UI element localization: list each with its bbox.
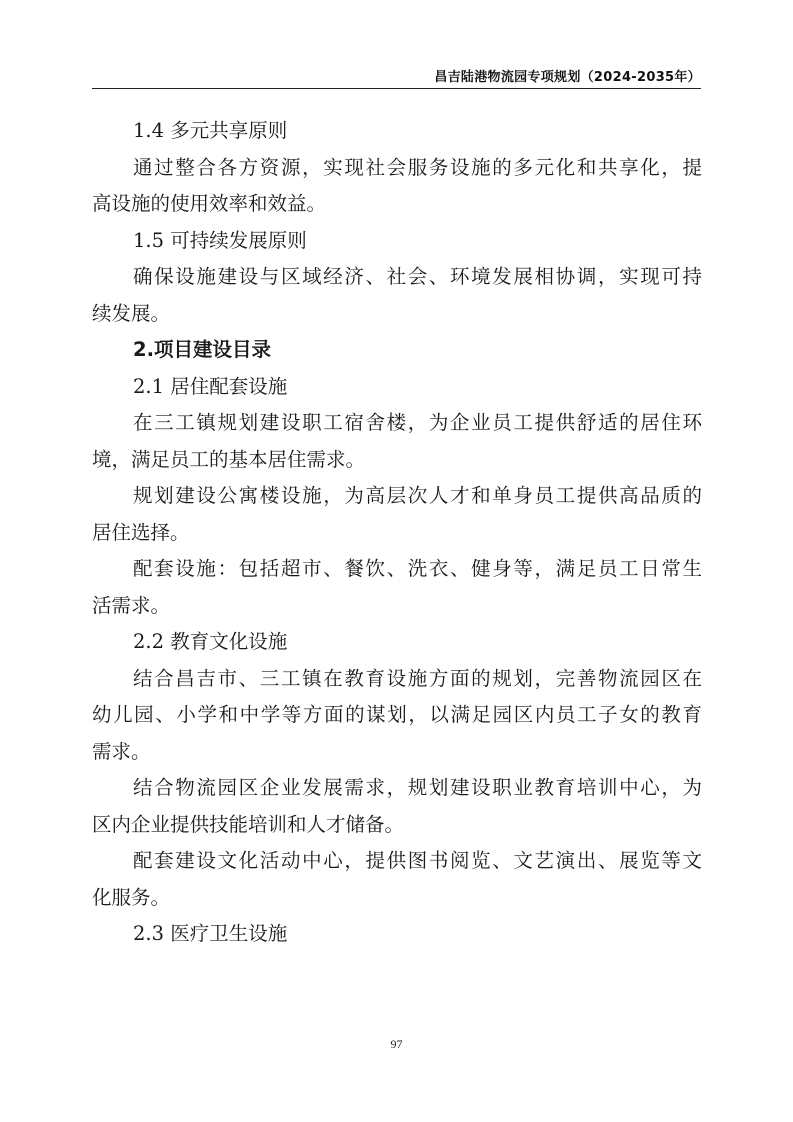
- paragraph-line: 配套建设文化活动中心，提供图书阅览、文艺演出、展览等文: [133, 849, 702, 872]
- paragraph-line: 幼儿园、小学和中学等方面的谋划，以满足园区内员工子女的教育: [92, 703, 702, 726]
- paragraph-line: 通过整合各方资源，实现社会服务设施的多元化和共享化，提: [133, 155, 702, 179]
- paragraph-line: 境，满足员工的基本居住需求。: [92, 447, 366, 471]
- paragraph-line: 规划建设公寓楼设施，为高层次人才和单身员工提供高品质的: [133, 484, 702, 507]
- page-number: 97: [390, 1037, 403, 1051]
- paragraph-line: 在三工镇规划建设职工宿舍楼，为企业员工提供舒适的居住环: [133, 411, 702, 434]
- paragraph-line: 配套设施：包括超市、餐饮、洗衣、健身等，满足员工日常生: [133, 557, 702, 580]
- paragraph-line: 结合昌吉市、三工镇在教育设施方面的规划，完善物流园区在: [133, 666, 702, 690]
- section-heading-2-2: 2.2 教育文化设施: [133, 630, 288, 653]
- section-heading-1-5: 1.5 可持续发展原则: [133, 228, 307, 252]
- paragraph-line: 居住选择。: [92, 520, 190, 544]
- chapter-heading-2: 2.项目建设目录: [133, 338, 271, 361]
- section-heading-2-1: 2.1 居住配套设施: [133, 374, 288, 398]
- body-text: [92, 113, 702, 953]
- paragraph-line: 化服务。: [92, 885, 171, 909]
- running-header: [92, 66, 701, 89]
- paragraph-line: 续发展。: [92, 301, 171, 325]
- paragraph-line: 区内企业提供技能培训和人才储备。: [92, 812, 405, 836]
- paragraph-line: 活需求。: [92, 593, 171, 617]
- paragraph-line: 需求。: [92, 739, 151, 763]
- section-heading-2-3: 2.3 医疗卫生设施: [133, 922, 288, 945]
- paragraph-line: 高设施的使用效率和效益。: [92, 192, 327, 215]
- section-heading-1-4: 1.4 多元共享原则: [133, 119, 288, 142]
- paragraph-line: 结合物流园区企业发展需求，规划建设职业教育培训中心，为: [133, 776, 702, 799]
- paragraph-line: 确保设施建设与区域经济、社会、环境发展相协调，实现可持: [133, 265, 702, 288]
- document-title: 昌吉陆港物流园专项规划（2024-2035年）: [434, 70, 701, 85]
